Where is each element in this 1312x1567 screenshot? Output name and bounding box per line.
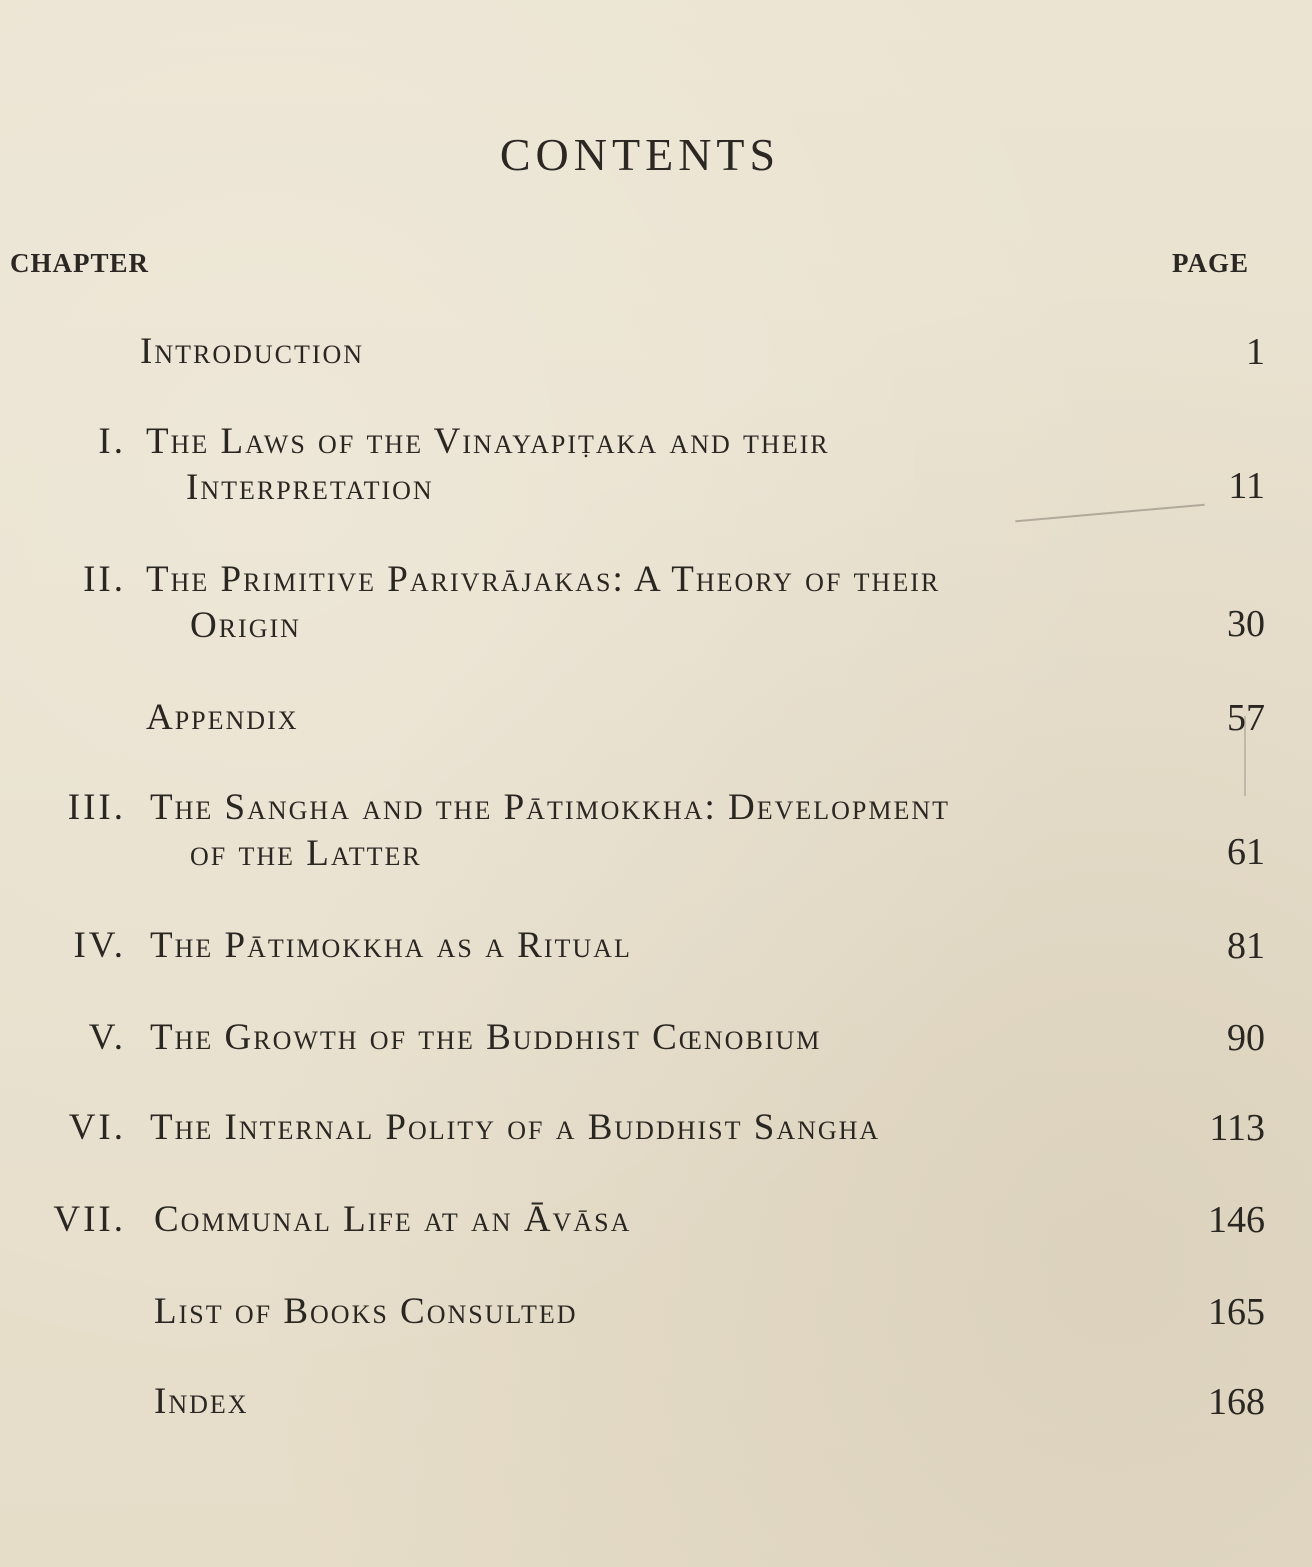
entry-page-number: 113 <box>1209 1107 1265 1149</box>
entry-title: Index <box>154 1381 249 1422</box>
paper-crease <box>1244 716 1246 796</box>
entry-title-line-2: Origin <box>190 605 301 646</box>
page-title: CONTENTS <box>499 129 781 180</box>
chapter-numeral: I. <box>98 421 126 462</box>
entry-title: List of Books Consulted <box>154 1291 578 1332</box>
entry-title-line-1: The Sangha and the Pātimokkha: Development <box>150 787 951 828</box>
entry-page-number: 168 <box>1208 1381 1265 1423</box>
chapter-column-header: CHAPTER <box>10 248 150 278</box>
chapter-numeral: V. <box>88 1017 126 1058</box>
entry-page-number: 81 <box>1227 925 1265 967</box>
entry-page-number: 30 <box>1227 603 1265 645</box>
entry-title: Communal Life at an Āvāsa <box>154 1199 632 1240</box>
paper-smudge <box>1015 504 1204 523</box>
entry-title: The Growth of the Buddhist Cœnobium <box>150 1017 822 1058</box>
chapter-numeral: VI. <box>68 1107 126 1148</box>
entry-page-number: 1 <box>1246 331 1265 373</box>
entry-title-line-1: The Primitive Parivrājakas: A Theory of their <box>146 559 941 600</box>
entry-title: The Pātimokkha as a Ritual <box>150 925 632 966</box>
entry-page-number: 61 <box>1227 831 1265 873</box>
entry-title-line-1: The Laws of the Vinayapiṭaka and their <box>146 421 830 462</box>
page-column-header: PAGE <box>1172 248 1249 278</box>
entry-title: Introduction <box>140 331 365 372</box>
entry-page-number: 146 <box>1208 1199 1265 1241</box>
entry-title-line-2: of the Latter <box>190 833 422 874</box>
chapter-numeral: II. <box>83 559 126 600</box>
entry-title: The Internal Polity of a Buddhist Sangha <box>150 1107 881 1148</box>
entry-title: Appendix <box>146 697 299 738</box>
entry-page-number: 57 <box>1227 697 1265 739</box>
chapter-numeral: IV. <box>73 925 126 966</box>
chapter-numeral: VII. <box>53 1199 126 1240</box>
entry-page-number: 11 <box>1228 465 1265 507</box>
chapter-numeral: III. <box>67 787 126 828</box>
entry-page-number: 165 <box>1208 1291 1265 1333</box>
entry-title-line-2: Interpretation <box>186 467 434 508</box>
entry-page-number: 90 <box>1227 1017 1265 1059</box>
